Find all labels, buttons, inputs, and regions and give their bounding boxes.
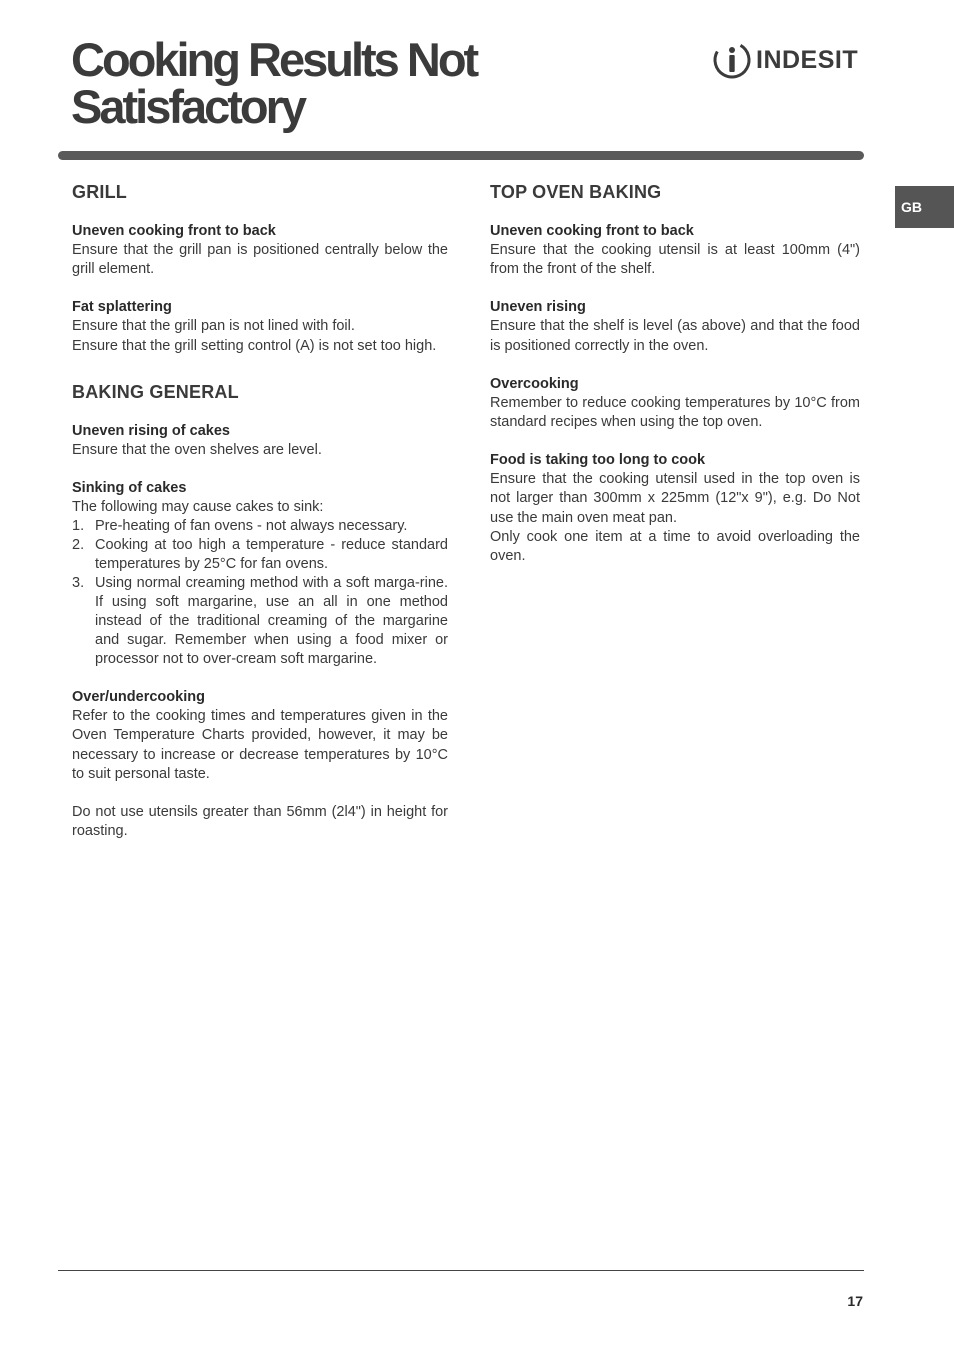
grill-item bbox=[72, 298, 448, 355]
top-oven-item bbox=[490, 375, 860, 432]
grill-item bbox=[72, 222, 448, 279]
left-column bbox=[72, 180, 448, 841]
grill-heading: GRILL bbox=[72, 182, 127, 202]
page-title-line-1: Cooking Results Not bbox=[71, 33, 477, 86]
list-item-number: 2. bbox=[72, 537, 85, 554]
baking-item bbox=[72, 422, 448, 460]
brand-logo bbox=[712, 38, 864, 82]
brand-name: INDESIT bbox=[756, 45, 859, 74]
footer-divider bbox=[58, 1270, 864, 1271]
grill-item-title: Uneven cooking front to back bbox=[72, 223, 276, 239]
grill-item-text-2: Ensure that the grill setting control (A) is not set too high. bbox=[72, 337, 437, 354]
baking-item-title: Uneven rising of cakes bbox=[72, 422, 230, 439]
top-oven-item-text: Ensure that the cooking utensil is at least 100mm (4") from the front of the shelf. bbox=[490, 242, 860, 278]
baking-item-title: Sinking of cakes bbox=[72, 480, 187, 497]
language-tab: GB bbox=[895, 186, 954, 228]
baking-item-title: Over/undercooking bbox=[72, 689, 205, 706]
list-item-text: Cooking at too high a temperature - reduce standard temperatures by 25°C for fan ovens. bbox=[95, 537, 448, 573]
grill-item-title: Fat splattering bbox=[72, 299, 172, 316]
list-item-number: 1. bbox=[72, 518, 85, 535]
baking-item bbox=[72, 479, 448, 669]
top-oven-item-title: Uneven rising bbox=[490, 299, 586, 316]
baking-item-intro: The following may cause cakes to sink: bbox=[72, 499, 324, 516]
top-oven-item-text-2: Only cook one item at a time to avoid overloading the oven. bbox=[490, 528, 860, 565]
top-oven-item-title: Uneven cooking front to back bbox=[490, 223, 694, 239]
page-title bbox=[71, 33, 477, 133]
list-item bbox=[72, 574, 448, 669]
top-oven-item bbox=[490, 222, 860, 279]
baking-item-text: Ensure that the oven shelves are level. bbox=[72, 441, 322, 458]
list-item bbox=[72, 536, 448, 574]
top-oven-item-text: Ensure that the shelf is level (as above) and that the food is positioned correctly in the oven. bbox=[490, 318, 860, 354]
grill-item-text: Ensure that the grill pan is positioned centrally below the grill element. bbox=[72, 242, 448, 278]
top-oven-heading: TOP OVEN BAKING bbox=[490, 182, 662, 202]
page-number: 17 bbox=[847, 1293, 863, 1309]
roasting-note: Do not use utensils greater than 56mm (2l4") in height for roasting. bbox=[72, 804, 448, 840]
page-title-line-2: Satisfactory bbox=[71, 80, 305, 133]
right-column bbox=[490, 180, 860, 585]
list-item-text: Pre-heating of fan ovens - not always necessary. bbox=[95, 518, 408, 535]
top-oven-item bbox=[490, 451, 860, 566]
indesit-logo-icon bbox=[712, 39, 752, 81]
top-oven-item-title: Overcooking bbox=[490, 375, 579, 392]
list-item-text: Using normal creaming method with a soft marga-rine. If using soft margarine, use an all in one method instead of the traditional creaming of the margarine and sugar. Remember when using a food mixer or processor not to over-cream soft margarine. bbox=[95, 575, 448, 668]
sinking-causes-list bbox=[72, 517, 448, 669]
top-oven-item-title: Food is taking too long to cook bbox=[490, 452, 706, 469]
top-oven-item-text: Remember to reduce cooking temperatures by 10°C from standard recipes when using the top oven. bbox=[490, 394, 860, 431]
baking-item bbox=[72, 688, 448, 784]
header-divider bbox=[58, 151, 864, 160]
list-item bbox=[72, 517, 448, 536]
baking-item-text: Refer to the cooking times and temperatures given in the Oven Temperature Charts provided, however, it may be necessary to increase or decrease temperatures by 10°C to suit personal taste. bbox=[72, 708, 448, 782]
list-item-number: 3. bbox=[72, 575, 85, 592]
top-oven-item-text: Ensure that the cooking utensil used in the top oven is not larger than 300mm x 225mm (12"x 9"), e.g. Do Not use the main oven meat pan. bbox=[490, 471, 860, 526]
top-oven-item bbox=[490, 298, 860, 355]
baking-general-heading: BAKING GENERAL bbox=[72, 381, 239, 402]
grill-item-text: Ensure that the grill pan is not lined with foil. bbox=[72, 318, 355, 335]
